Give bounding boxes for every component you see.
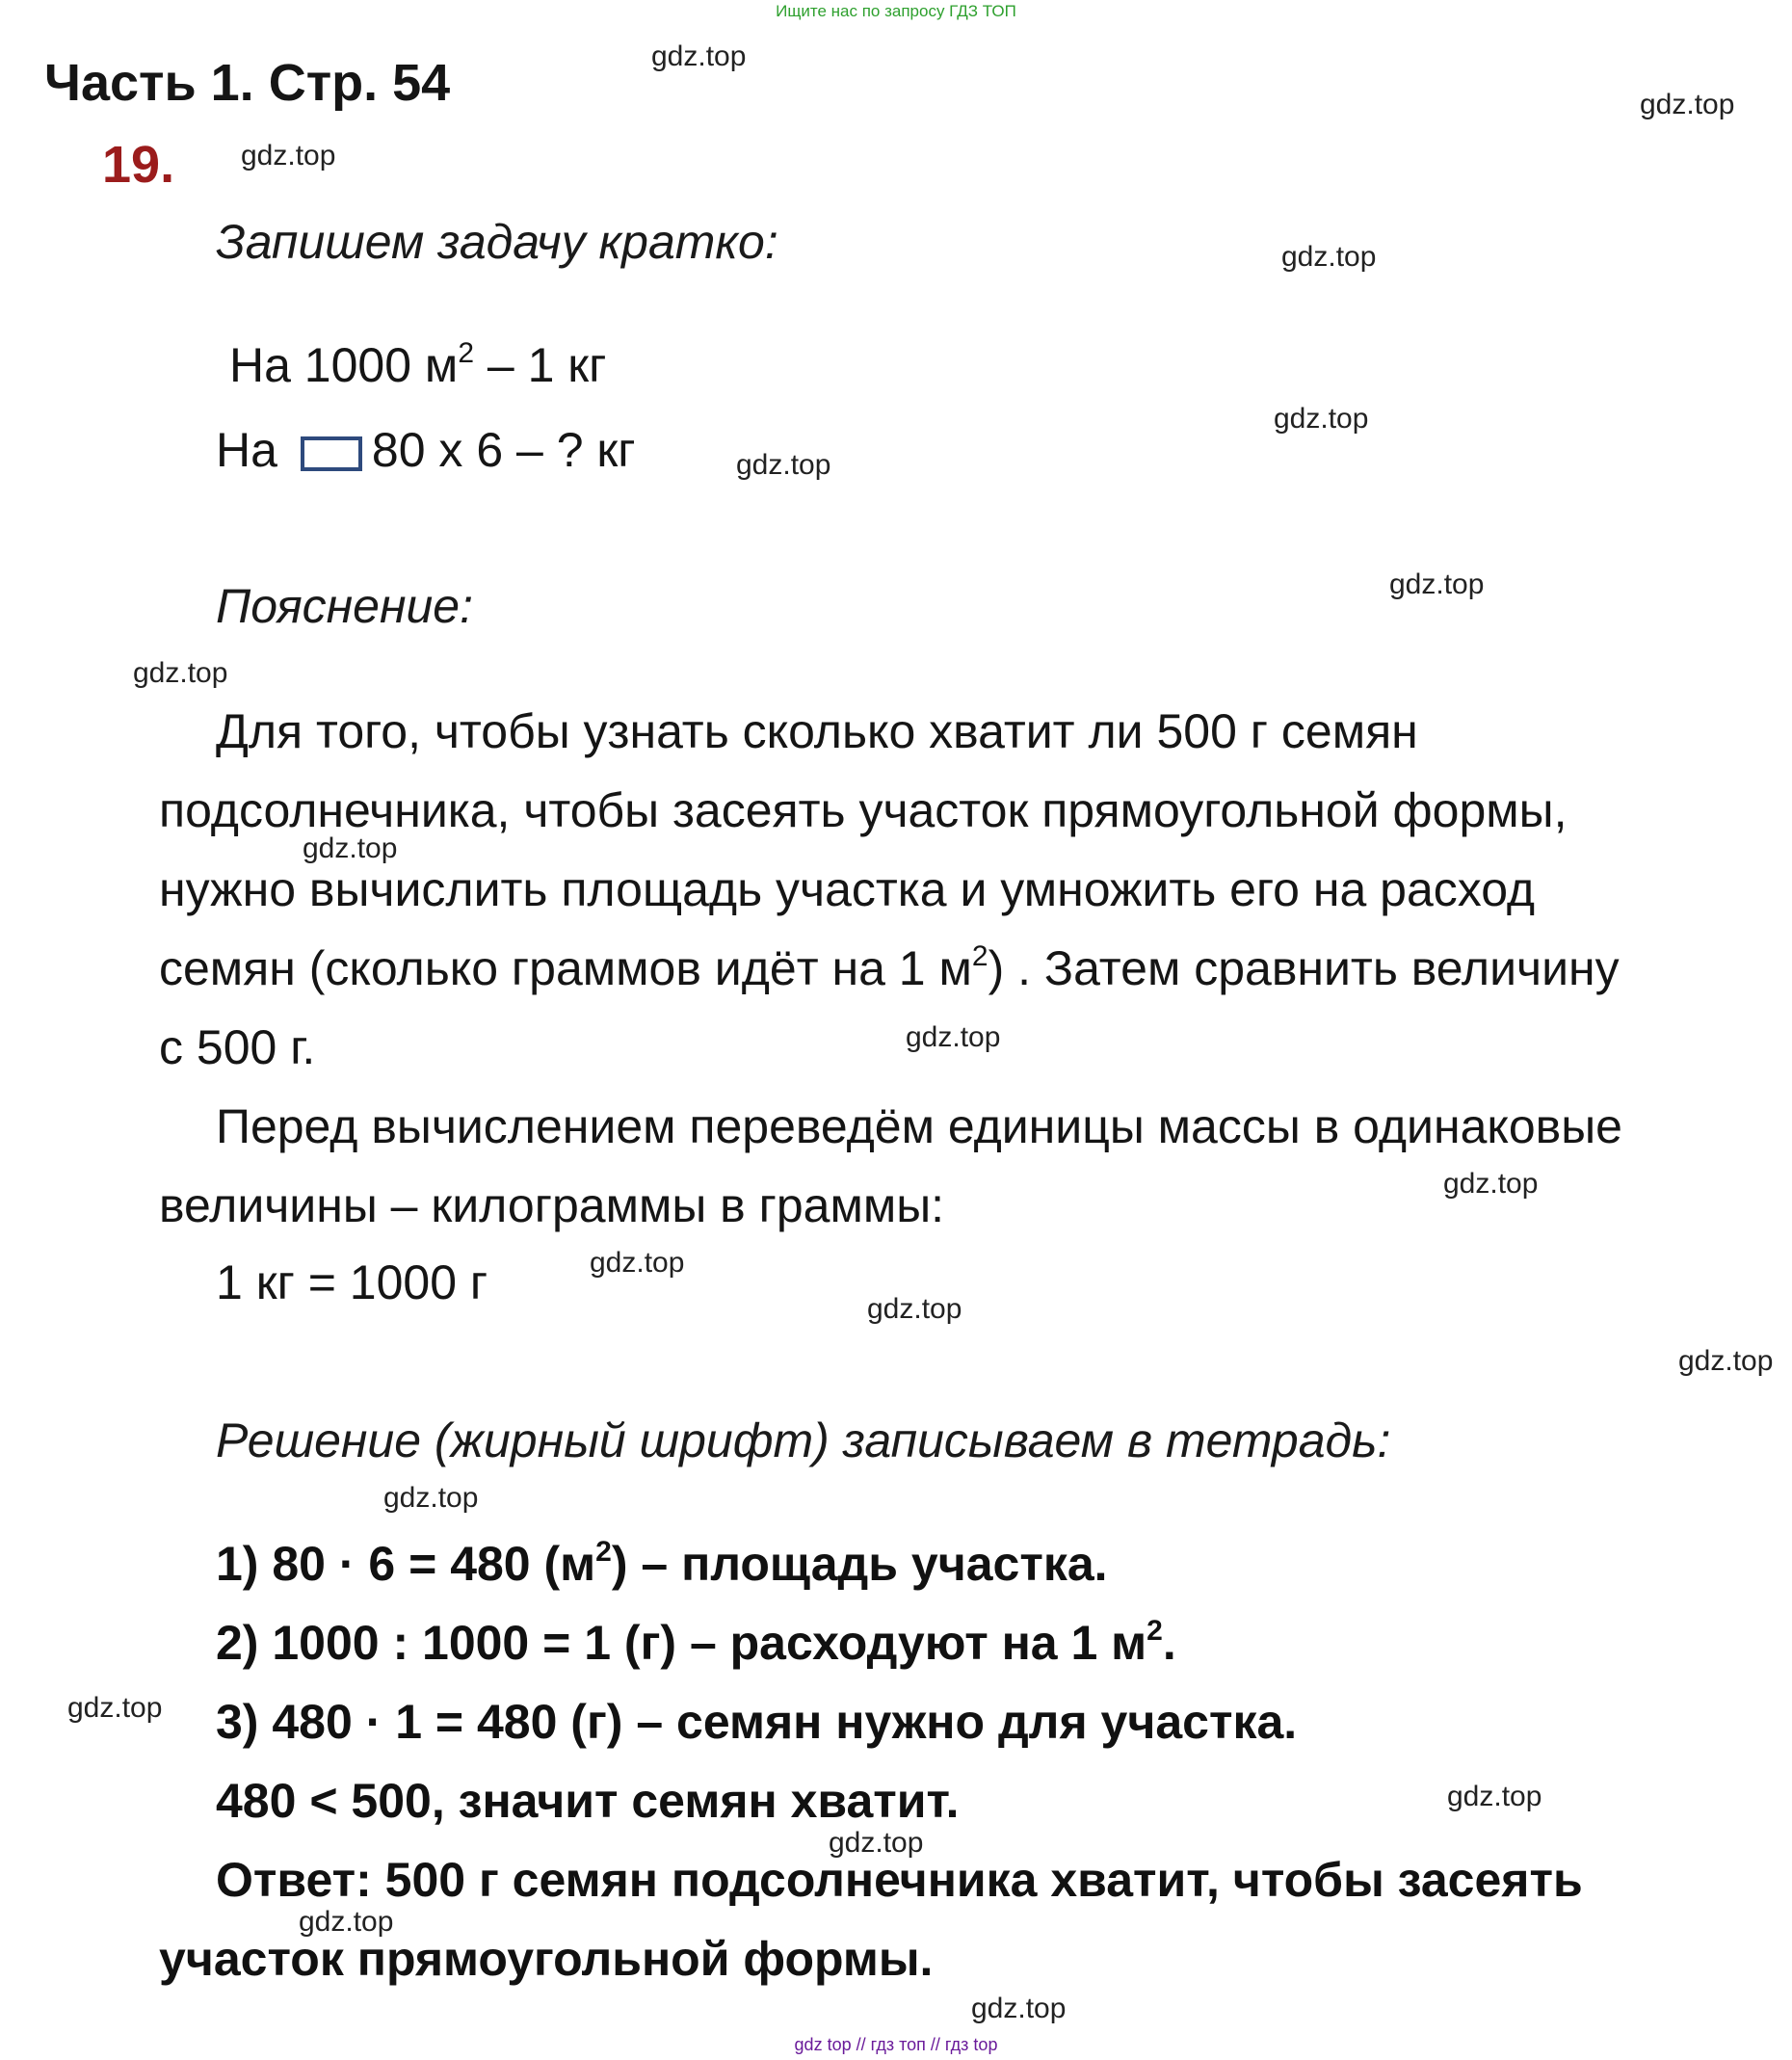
watermark: gdz.top — [1274, 403, 1369, 435]
heading-short-record: Запишем задачу кратко: — [216, 215, 778, 269]
explanation-line-2: подсолнечника, чтобы засеять участок прямоугольной формы, — [159, 783, 1568, 837]
watermark: gdz.top — [829, 1827, 924, 1859]
task-number: 19. — [102, 136, 175, 194]
short-line-2: На 80 х 6 – ? кг — [216, 423, 636, 477]
watermark: gdz.top — [1389, 568, 1485, 600]
watermark: gdz.top — [383, 1482, 479, 1514]
bottom-banner: gdz top // гдз топ // гдз top — [794, 2035, 998, 2054]
watermark: gdz.top — [1678, 1345, 1774, 1377]
solution-step-3: 3) 480 · 1 = 480 (г) – семян нужно для участка. — [216, 1695, 1298, 1749]
watermark: gdz.top — [299, 1906, 394, 1938]
explanation-line-5: с 500 г. — [159, 1020, 316, 1074]
watermark: gdz.top — [906, 1021, 1001, 1053]
explanation-line-3: нужно вычислить площадь участка и умножить его на расход — [159, 862, 1536, 916]
explanation-line-1: Для того, чтобы узнать сколько хватит ли 500 г семян — [216, 704, 1418, 758]
top-banner: Ищите нас по запросу ГДЗ ТОП — [776, 2, 1016, 20]
short-line-1: На 1000 $м^2 - 1$ кг — [229, 337, 607, 392]
watermark: gdz.top — [303, 832, 398, 864]
watermark: gdz.top — [67, 1692, 163, 1724]
watermark: gdz.top — [590, 1247, 685, 1279]
explanation-line-4: семян (сколько граммов идёт на 1 $м^2$) . Затем сравнить величину — [159, 940, 1620, 995]
watermark: gdz.top — [241, 140, 336, 172]
watermark: gdz.top — [133, 657, 228, 689]
heading-explanation: Пояснение: — [216, 579, 473, 633]
explanation-line-7: величины – килограммы в граммы: — [159, 1178, 945, 1232]
watermark: gdz.top — [1443, 1168, 1539, 1200]
solution-conclusion: 480 < 500, значит семян хватит. — [216, 1774, 960, 1828]
solution-step-1: 1) 80 · 6 = 480 $(м^2)$ – площадь участка. — [216, 1536, 1108, 1591]
watermark: gdz.top — [1640, 89, 1735, 120]
answer-line-1: Ответ: 500 г семян подсолнечника хватит, чтобы засеять — [216, 1853, 1583, 1907]
watermark: gdz.top — [651, 40, 747, 72]
watermark: gdz.top — [736, 449, 831, 481]
solution-step-2: 2) 1000 : 1000 = 1 (г) – расходуют на 1 $м^2$. — [216, 1615, 1176, 1670]
explanation-line-6: Перед вычислением переведём единицы массы в одинаковые — [216, 1099, 1622, 1153]
page-title: Часть 1. Стр. 54 — [44, 54, 451, 112]
watermark: gdz.top — [1281, 241, 1377, 273]
watermark: gdz.top — [867, 1293, 962, 1325]
rectangle-icon — [301, 436, 362, 471]
explanation-line-8: 1 кг = 1000 г — [216, 1255, 488, 1309]
answer-line-2: участок прямоугольной формы. — [159, 1932, 934, 1986]
watermark: gdz.top — [1447, 1781, 1542, 1812]
watermark: gdz.top — [971, 1993, 1067, 2024]
heading-solution: Решение (жирный шрифт) записываем в тетрадь: — [216, 1413, 1391, 1467]
